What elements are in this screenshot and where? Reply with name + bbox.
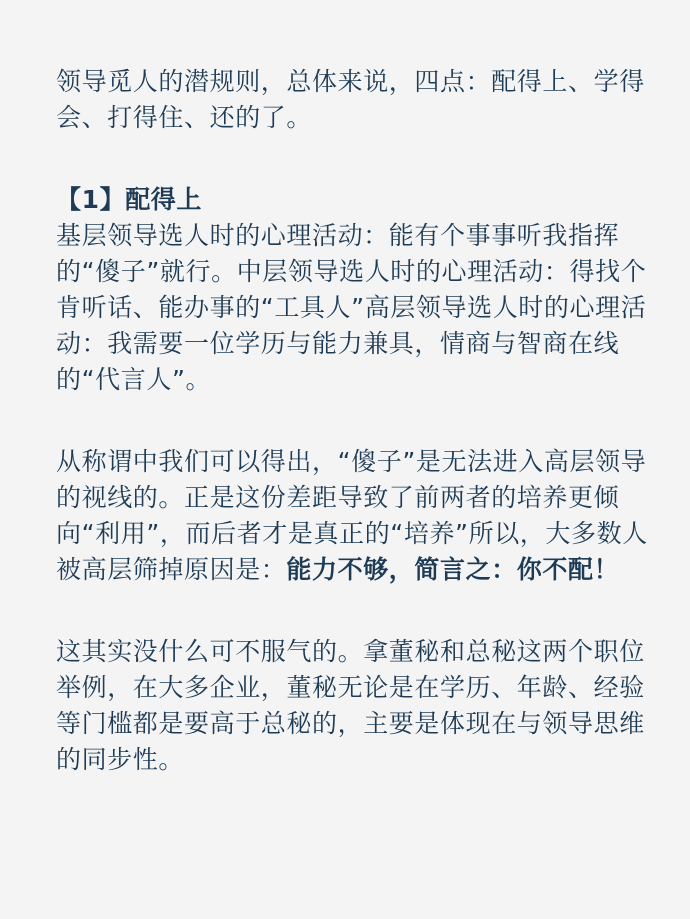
section-paragraph-1: 基层领导选人时的心理活动：能有个事事听我指挥的“傻子”就行。中层领导选人时的心理活动：得找个肯听话、能办事的“工具人”高层领导选人时的心理活动：我需要一位学历与能力兼具，情商与智商在线的“代言人”。	[56, 221, 647, 394]
spacer	[56, 136, 650, 182]
section-heading: 【1】配得上	[56, 185, 202, 214]
section-paragraph-3: 这其实没什么可不服气的。拿董秘和总秘这两个职位举例，在大多企业，董秘无论是在学历、年龄、经验等门槛都是要高于总秘的，主要是体现在与领导思维的同步性。	[56, 637, 645, 774]
paragraph-2-text: 从称谓中我们可以得出，“傻子”是无法进入高层领导的视线的。正是这份差距导致了前两者的培养更倾向“利用”，而后者才是真正的“培养”所以，大多数人被高层筛掉原因是：	[56, 447, 648, 584]
spacer	[56, 588, 650, 634]
paragraph-2-bold-text: 能力不够，简言之：你不配！	[286, 555, 620, 584]
spacer	[56, 398, 650, 444]
section-paragraph-2	[56, 444, 650, 588]
intro-paragraph: 领导觅人的潜规则，总体来说，四点：配得上、学得会、打得住、还的了。	[56, 67, 645, 132]
